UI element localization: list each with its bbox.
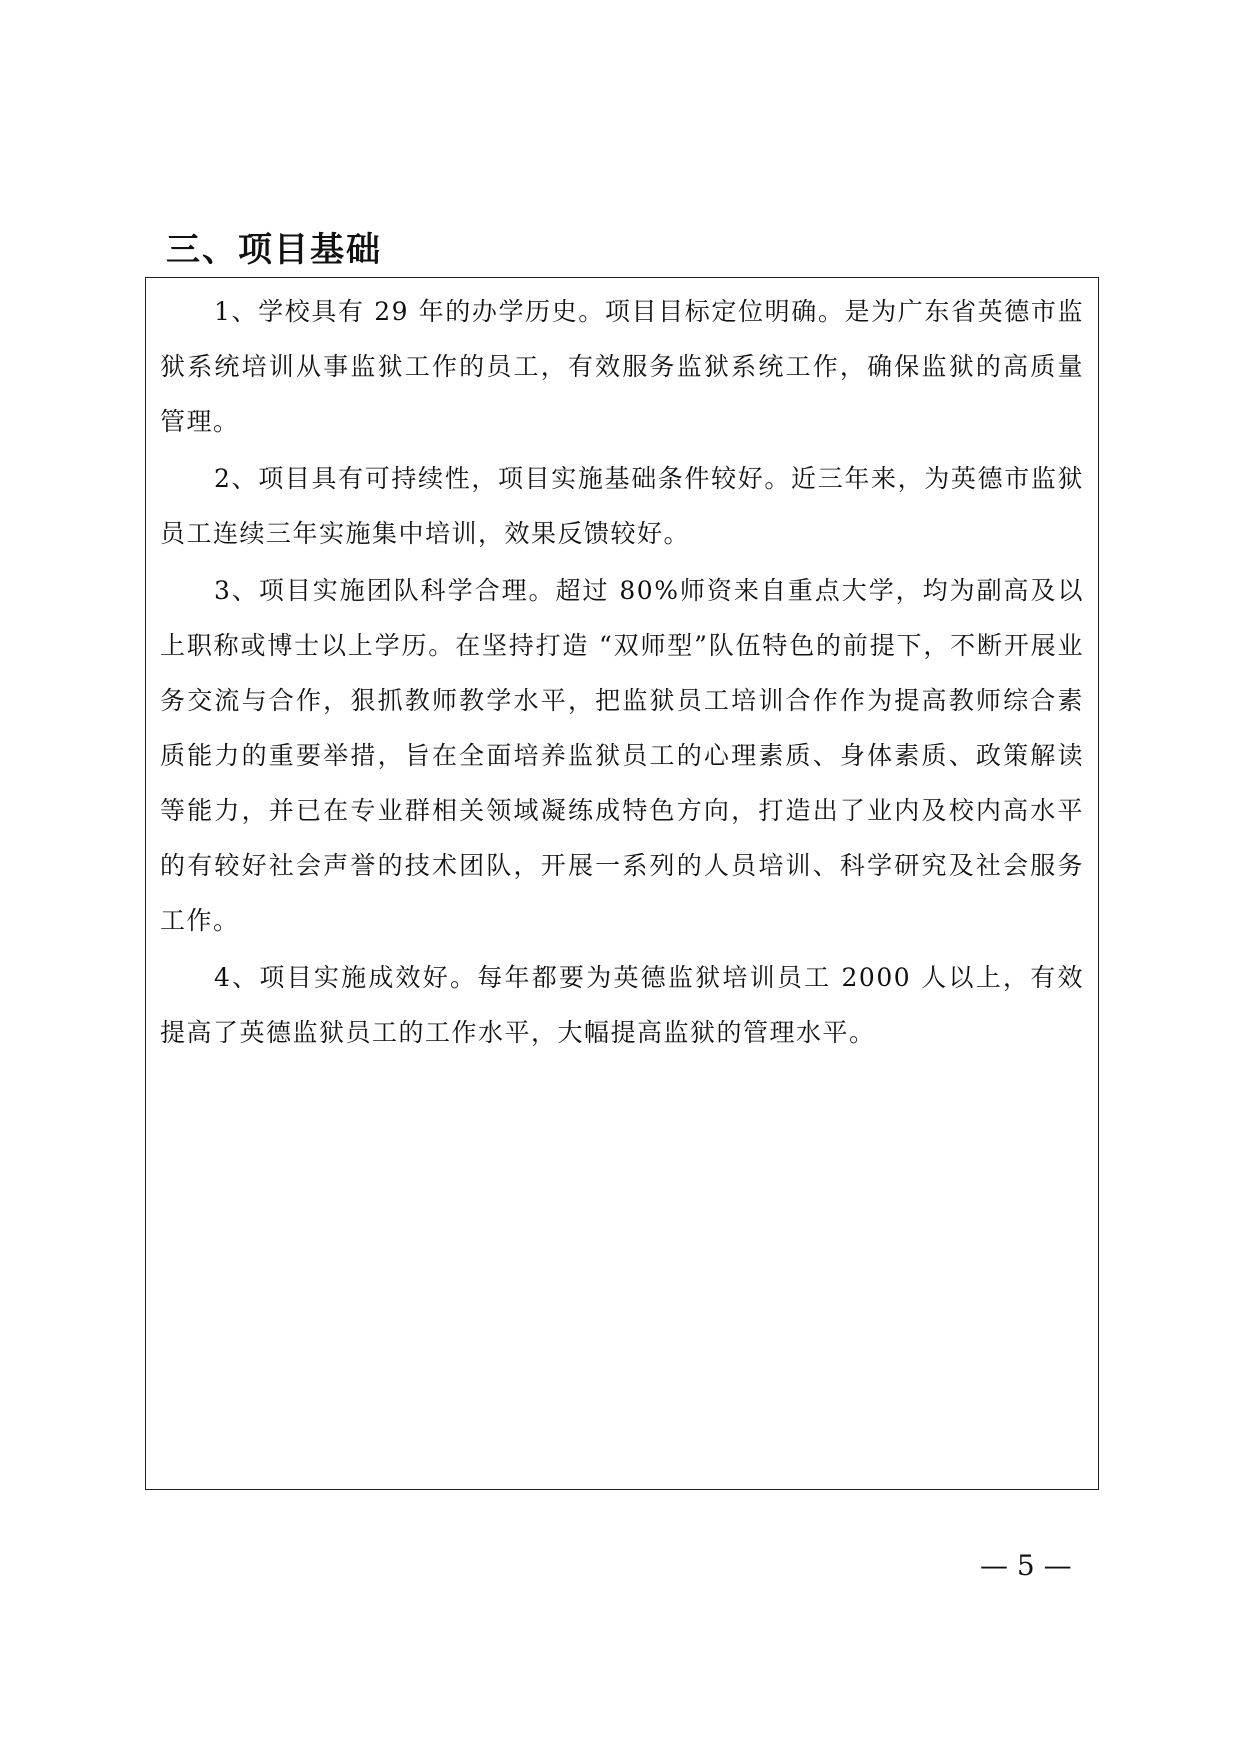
section-title: 三、项目基础 — [166, 230, 382, 270]
page-number: — 5 — — [980, 1549, 1072, 1582]
paragraph-1: 1、学校具有 29 年的办学历史。项目目标定位明确。是为广东省英德市监狱系统培训从事监狱工作的员工，有效服务监狱系统工作，确保监狱的高质量管理。 — [160, 297, 1084, 436]
content-box — [145, 277, 1099, 1490]
paragraph-2: 2、项目具有可持续性，项目实施基础条件较好。近三年来，为英德市监狱员工连续三年实施集中培训，效果反馈较好。 — [160, 464, 1084, 548]
paragraph-4: 4、项目实施成效好。每年都要为英德监狱培训员工 2000 人以上，有效提高了英德监狱员工的工作水平，大幅提高监狱的管理水平。 — [160, 963, 1084, 1047]
paragraph-3: 3、项目实施团队科学合理。超过 80%师资来自重点大学，均为副高及以上职称或博士以上学历。在坚持打造 “双师型”队伍特色的前提下，不断开展业务交流与合作，狠抓教师教学水平，把监狱员工培训合作作为提高教师综合素质能力的重要举措，旨在全面培养监狱员工的心理素质、身体素质、政策解读等能力，并已在专业群相关领域凝练成特色方向，打造出了业内及校内高水平的有较好社会声誉的技术团队，开展一系列的人员培训、科学研究及社会服务工作。 — [160, 576, 1084, 935]
